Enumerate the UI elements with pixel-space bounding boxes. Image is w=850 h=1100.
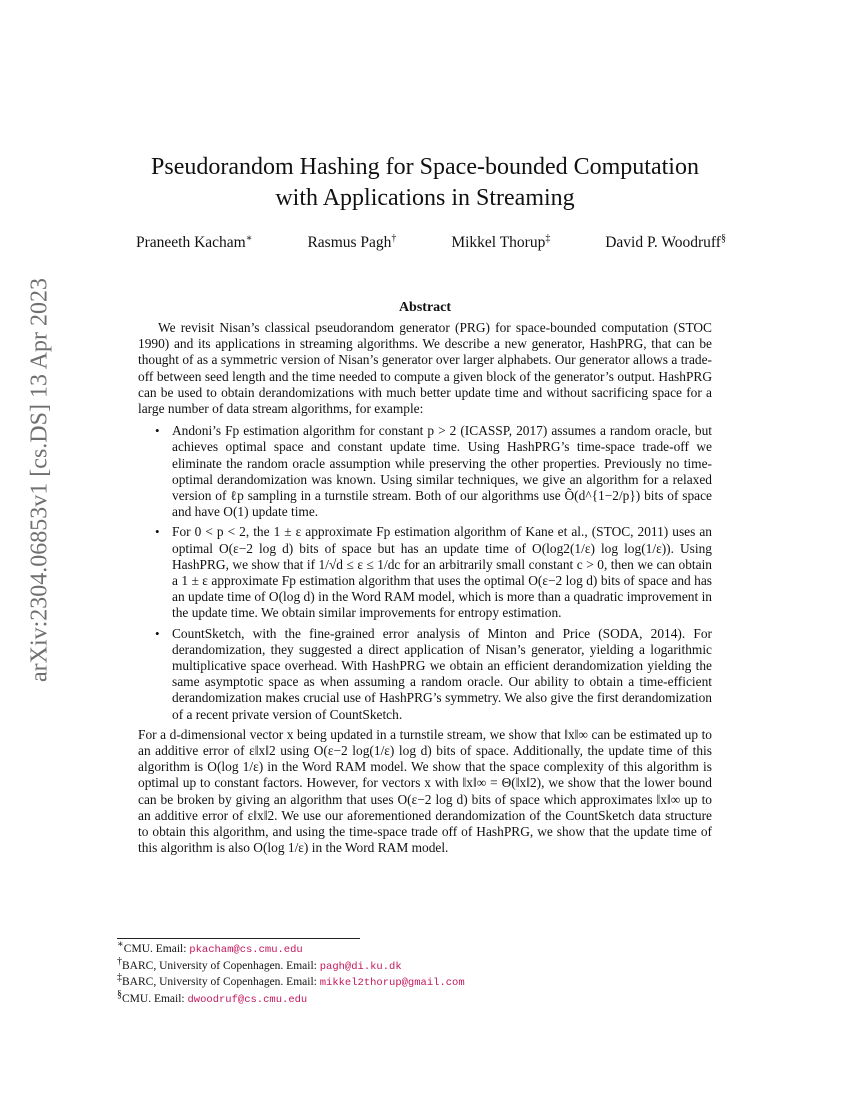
author-list xyxy=(136,234,726,252)
footnote-divider xyxy=(117,938,360,939)
footnote: †BARC, University of Copenhagen. Email: pagh@di.ku.dk xyxy=(117,955,402,973)
bullet-icon: • xyxy=(155,423,160,439)
list-item: • CountSketch, with the fine-grained error analysis of Minton and Price (SODA, 2014). For derandomization, they suggested a direct application of Nisan’s generator, yielding a logarithmic multiplicative space overhead. With HashPRG we obtain an efficient derandomization yielding the same asymptotic space as when assuming a random oracle. Our ability to obtain a time-efficient derandomization makes crucial use of HashPRG’s symmetry. We also give the first derandomization of a recent private version of CountSketch. xyxy=(155,625,712,722)
email-link[interactable]: mikkel2thorup@gmail.com xyxy=(319,977,465,989)
abstract-bullet-list xyxy=(138,423,712,723)
author: David P. Woodruff§ xyxy=(605,232,726,251)
footnote: ∗CMU. Email: pkacham@cs.cmu.edu xyxy=(117,939,303,956)
abstract-intro: We revisit Nisan’s classical pseudorandom generator (PRG) for space-bounded computation (STOC 1990) and its applications in streaming algorithms. We describe a new generator, HashPRG, that can be thought of as a symmetric version of Nisan’s generator over larger alphabets. Our generator allows a trade-off between seed length and the time needed to compute a given block of the generator’s output. HashPRG can be used to obtain derandomizations with much better update time and without sacrificing space for a large number of data stream algorithms, for example: xyxy=(138,320,712,417)
title-line-2: with Applications in Streaming xyxy=(275,185,575,211)
abstract-heading: Abstract xyxy=(398,300,452,315)
footnote: §CMU. Email: dwoodruf@cs.cmu.edu xyxy=(117,988,308,1006)
author: Praneeth Kacham∗ xyxy=(136,232,253,251)
abstract-closing: For a d-dimensional vector x being updated in a turnstile stream, we show that ‖x‖∞ can be estimated up to an additive error of ε‖x‖2 using O(ε−2 log(1/ε) log d) bits of space. Additionally, the update time of this algorithm is O(log 1/ε) in the Word RAM model. We show that the space complexity of this algorithm is optimal up to constant factors. However, for vectors x with ‖x‖∞ = Θ(‖x‖2), we show that the lower bound can be broken by giving an algorithm that uses O(ε−2 log d) bits of space which approximates ‖x‖∞ up to an additive error of ε‖x‖2. We use our aforementioned derandomization of the CountSketch data structure to obtain this algorithm, and using the time-space trade off of HashPRG, we show that the update time of this algorithm is also O(log 1/ε) in the Word RAM model. xyxy=(138,726,712,856)
email-link[interactable]: dwoodruf@cs.cmu.edu xyxy=(187,993,308,1006)
paper-title xyxy=(110,152,740,214)
list-item: • For 0 < p < 2, the 1 ± ε approximate Fp estimation algorithm of Kane et al., (STOC, 2011) uses an optimal O(ε−2 log d) bits of space but has an update time of O(log2(1/ε) log log(1/ε)). Using HashPRG, we show that if 1/√d ≤ ε ≤ 1/dc for an arbitrarily small constant c > 0, then we can obtain a 1 ± ε approximate Fp estimation algorithm that uses the optimal O(ε−2 log d) bits of space and has an update time of O(log d) in the Word RAM model, which is more than a quadratic improvement in the update time. We obtain similar improvements for entropy estimation. xyxy=(155,524,712,621)
title-line-1: Pseudorandom Hashing for Space-bounded Computation xyxy=(151,154,699,180)
arxiv-identifier: arXiv:2304.06853v1 [cs.DS] 13 Apr 2023 xyxy=(26,278,53,682)
email-link[interactable]: pagh@di.ku.dk xyxy=(319,960,402,973)
bullet-icon: • xyxy=(155,625,160,641)
author: Rasmus Pagh† xyxy=(307,232,397,251)
list-item: • Andoni’s Fp estimation algorithm for constant p > 2 (ICASSP, 2017) assumes a random oracle, but achieves optimal space and constant update time. Using HashPRG’s time-space trade-off we eliminate the random oracle assumption while preserving the other properties. Previously no time-optimal derandomization was known. Using similar techniques, we give an algorithm for a relaxed version of ℓp sampling in a turnstile stream. Both of our algorithms use Õ(d^{1−2/p}) bits of space and have O(1) update time. xyxy=(155,423,712,520)
email-link[interactable]: pkacham@cs.cmu.edu xyxy=(189,944,303,956)
author: Mikkel Thorup‡ xyxy=(451,232,551,251)
abstract-body xyxy=(138,320,712,857)
footnotes xyxy=(117,939,717,1008)
bullet-icon: • xyxy=(155,524,160,540)
footnote: ‡BARC, University of Copenhagen. Email: mikkel2thorup@gmail.com xyxy=(117,972,465,989)
